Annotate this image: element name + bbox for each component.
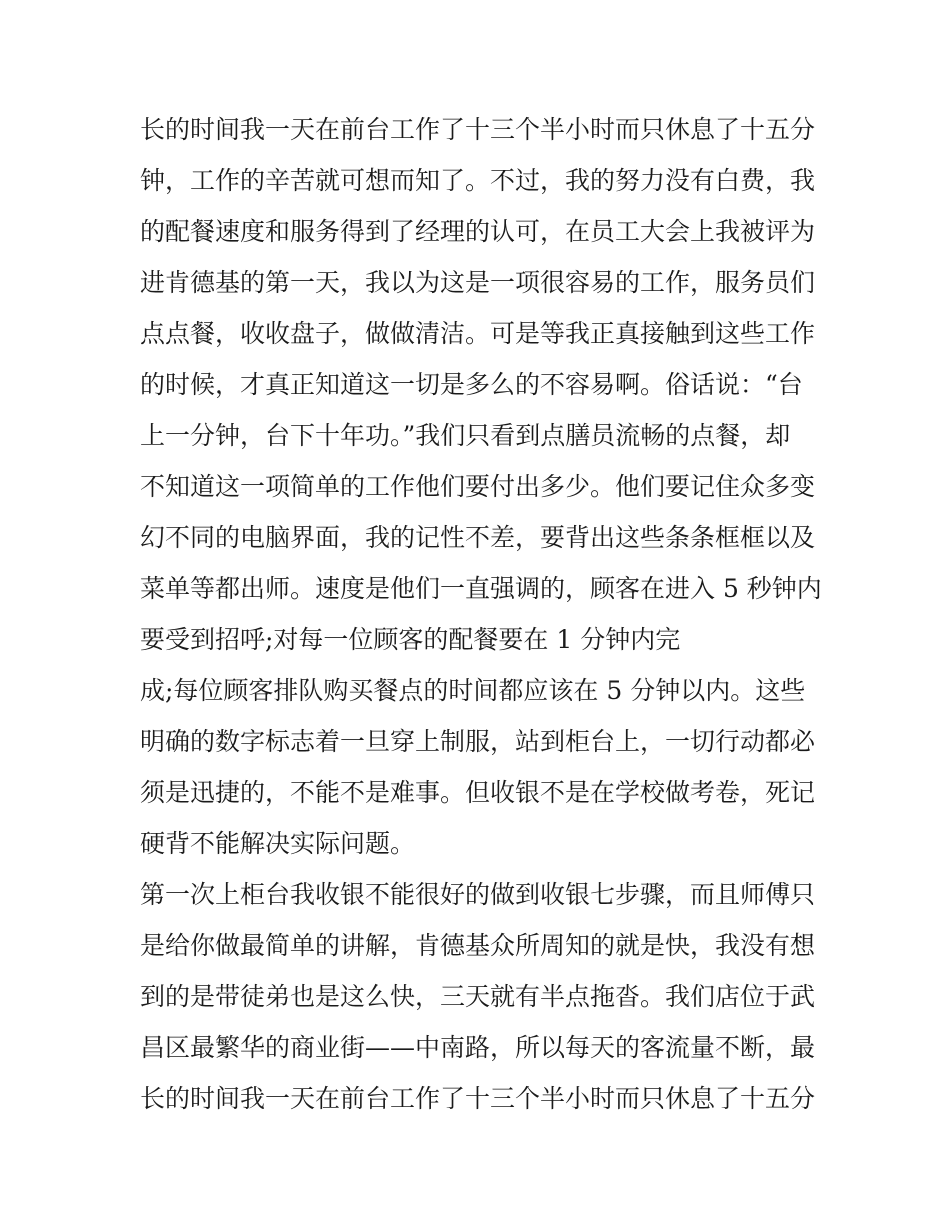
text-line: 菜单等都出师。速度是他们一直强调的，顾客在进入 5 秒钟内	[140, 574, 822, 603]
text-line: 成;每位顾客排队购买餐点的时间都应该在 5 分钟以内。这些	[140, 676, 806, 705]
text-line: 明确的数字标志着一旦穿上制服，站到柜台上，一切行动都必	[140, 727, 816, 756]
body-text	[140, 104, 820, 1124]
text-line: 的配餐速度和服务得到了经理的认可，在员工大会上我被评为	[140, 217, 816, 246]
text-line: 钟，工作的辛苦就可想而知了。不过，我的努力没有白费，我	[140, 166, 816, 195]
text-line: 硬背不能解决实际问题。	[140, 829, 416, 858]
text-line: 点点餐，收收盘子，做做清洁。可是等我正真接触到这些工作	[140, 319, 816, 348]
text-line: 长的时间我一天在前台工作了十三个半小时而只休息了十五分	[140, 1084, 816, 1113]
text-line: 幻不同的电脑界面，我的记性不差，要背出这些条条框框以及	[140, 523, 816, 552]
text-line: 是给你做最简单的讲解，肯德基众所周知的就是快，我没有想	[140, 931, 816, 960]
text-line: 昌区最繁华的商业街——中南路，所以每天的客流量不断，最	[140, 1033, 816, 1062]
text-line: 上一分钟，台下十年功。”我们只看到点膳员流畅的点餐，却	[140, 421, 791, 450]
text-line: 进肯德基的第一天，我以为这是一项很容易的工作，服务员们	[140, 268, 816, 297]
text-line: 长的时间我一天在前台工作了十三个半小时而只休息了十五分	[140, 115, 816, 144]
text-line: 不知道这一项简单的工作他们要付出多少。他们要记住众多变	[140, 472, 816, 501]
text-line: 的时候，才真正知道这一切是多么的不容易啊。俗话说：“台	[140, 370, 803, 399]
text-line: 到的是带徒弟也是这么快，三天就有半点拖沓。我们店位于武	[140, 982, 816, 1011]
text-line: 第一次上柜台我收银不能很好的做到收银七步骤，而且师傅只	[140, 880, 816, 909]
text-line: 须是迅捷的，不能不是难事。但收银不是在学校做考卷，死记	[140, 778, 816, 807]
text-line: 要受到招呼;对每一位顾客的配餐要在 1 分钟内完	[140, 625, 681, 654]
